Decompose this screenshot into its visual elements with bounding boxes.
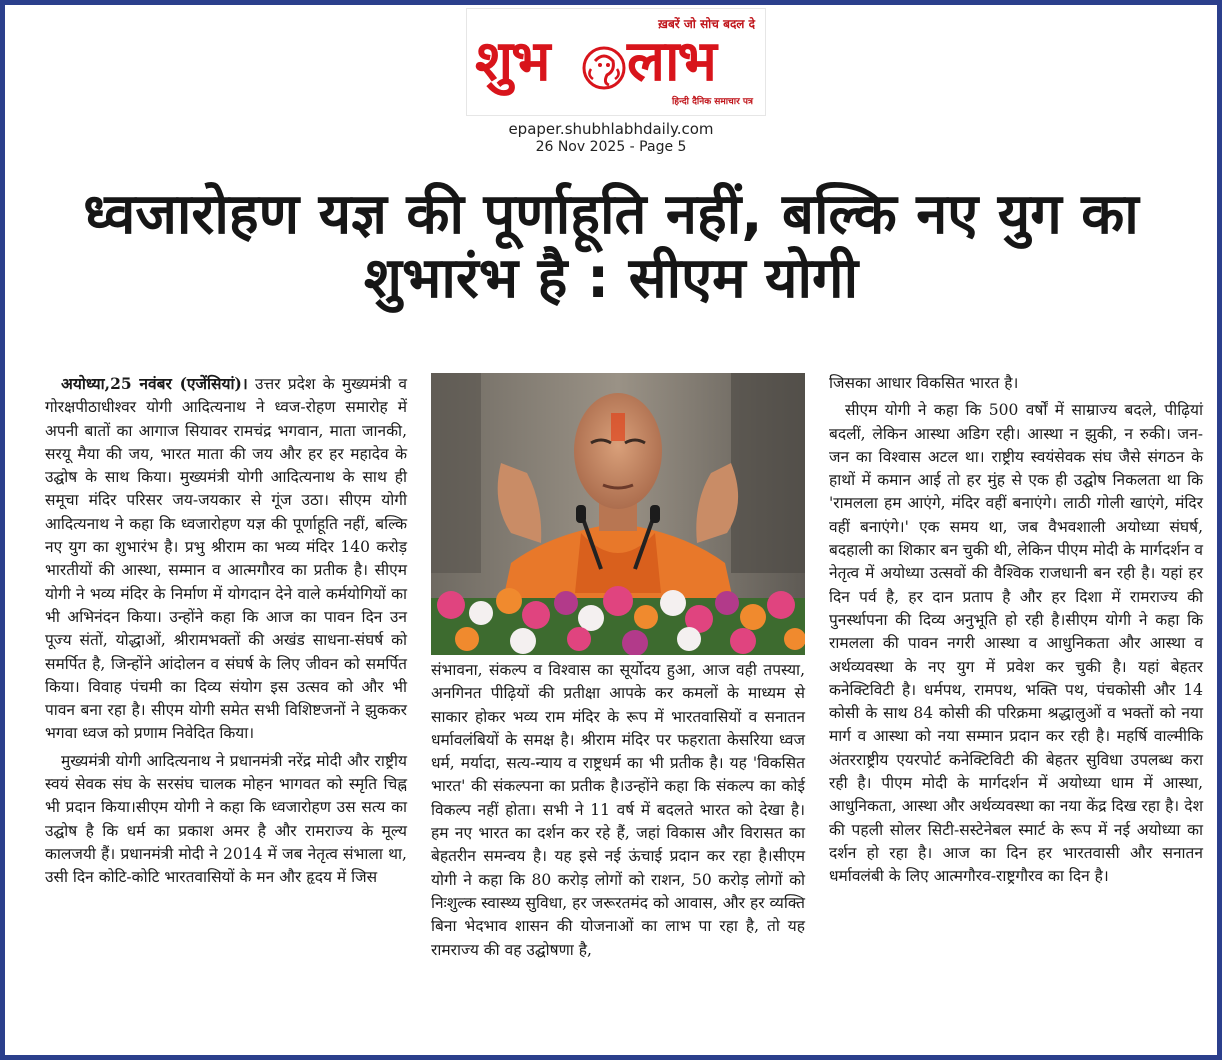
paragraph-text: उत्तर प्रदेश के मुख्यमंत्री व गोरक्षपीठाधीश्वर योगी आदित्यनाथ ने ध्वज-रोहण समारोह में अपनी बातों का आगाज सियावर रामचंद्र भगवान, माता जानकी, सरयू मैया की जय, भारत माता की जय और हर हर महादेव के उद्घोष के साथ किया। मुख्यमंत्री योगी आदित्यनाथ के साथ ही समूचा मंदिर परिसर जय-जयकार से गूंज उठा। सीएम योगी आदित्यनाथ ने कहा कि ध्वजारोहण यज्ञ की पूर्णाहूति नहीं, बल्कि नए युग का शुभारंभ है। प्रभु श्रीराम का भव्य मंदिर 140 करोड़ भारतीयों की आस्था, सम्मान व आत्मगौरव का प्रतीक है। सीएम योगी ने भव्य मंदिर के निर्माण में योगदान देने वाले कर्मयोगियों का भी अभिनंदन किया। उन्होंने कहा कि आज का पावन दिन उन पूज्य संतों, योद्धाओं, श्रीरामभक्तों की अखंड साधना-संघर्ष को समर्पित है, जिन्होंने आंदोलन व संघर्ष के लिए जीवन को समर्पित किया। विवाह पंचमी का दिव्य संयोग इस उत्सव को और भी पावन बना रहा है। सीएम योगी समेत सभी विशिष्टजनों ने झुककर भगवा ध्वज को प्रणाम निवेदित किया। (45, 375, 407, 743)
dateline: अयोध्या,25 नवंबर (एजेंसियां)। (61, 374, 248, 393)
article-column-2 (431, 659, 805, 966)
article-paragraph: संभावना, संकल्प व विश्वास का सूर्योदय हुआ, आज वही तपस्या, अनगिनत पीढ़ियों की प्रतीक्षा आपके कर कमलों के माध्यम से साकार होकर भव्य राम मंदिर के रूप में भारतवासियों व सनातन धर्मावलंबियों के समक्ष है। श्रीराम मंदिर पर फहराता केसरिया ध्वज धर्म, मर्यादा, सत्य-न्याय व राष्ट्रधर्म का भी प्रतीक है। यह 'विकसित भारत' की संकल्पना का प्रतीक है।उन्होंने कहा कि संकल्प का कोई विकल्प नहीं होता। सभी ने 11 वर्ष में बदलते भारत को देखा है। हम नए भारत का दर्शन कर रहे हैं, जहां विकास और विरासत का बेहतरीन समन्वय है। यह इसे नई ऊंचाई प्रदान कर रहा है।सीएम योगी ने कहा कि 80 करोड़ लोगों को राशन, 50 करोड़ लोगों को निःशुल्क स्वास्थ्य सुविधा, हर जरूरतमंद को आवास, और हर व्यक्ति बिना भेदभाव शासन की योजनाओं का लाभ पा रहा है, तो यह रामराज्य की वह उद्घोषणा है, (431, 661, 805, 959)
masthead-tagline: ख़बरें जो सोच बदल दे (658, 17, 755, 31)
newspaper-page (5, 5, 1217, 1055)
article-headline: ध्वजारोहण यज्ञ की पूर्णाहूति नहीं, बल्कि नए युग का शुभारंभ है : सीएम योगी (83, 182, 1139, 311)
masthead-logo[interactable] (466, 8, 766, 116)
edition-date-page: 26 Nov 2025 - Page 5 (535, 139, 687, 155)
article-column-1 (45, 372, 407, 894)
article-paragraph: जिसका आधार विकसित भारत है। (829, 374, 1019, 392)
ganesha-emblem-icon (581, 45, 627, 91)
article-photo (431, 373, 805, 655)
logo-text-labh: लाभ (627, 29, 715, 94)
masthead-subtag: हिन्दी दैनिक समाचार पत्र (671, 97, 753, 107)
article-paragraph: मुख्यमंत्री योगी आदित्यनाथ ने प्रधानमंत्री नरेंद्र मोदी और राष्ट्रीय स्वयं सेवक संघ के सरसंघ चालक मोहन भागवत को स्मृति चिह्न भी प्रदान किया।सीएम योगी ने कहा कि ध्वजारोहण उस सत्य का उद्घोष है कि धर्म का प्रकाश अमर है और रामराज्य के मूल्य कालजयी हैं। प्रधानमंत्री मोदी ने 2014 में जब नेतृत्व संभाला था, उसी दिन कोटि-कोटि भारतवासियों के मन और हृदय में जिस (45, 751, 407, 887)
article-paragraph: सीएम योगी ने कहा कि 500 वर्षों में साम्राज्य बदले, पीढ़ियां बदलीं, लेकिन आस्था अडिग रही। आस्था न झुकी, न रुकी। जन-जन का विश्वास अटल था। राष्ट्रीय स्वयंसेवक संघ जैसे संगठन के हाथों में कमान आई तो हर मुंह से एक ही उद्घोष निकलता था कि 'रामलला हम आएंगे, मंदिर वहीं बनाएंगे। लाठी गोली खाएंगे, मंदिर वहीं बनाएंगे।' एक समय था, जब वैभवशाली अयोध्या संघर्ष, बदहाली का शिकार बन चुकी थी, लेकिन पीएम मोदी के मार्गदर्शन व नेतृत्व में अयोध्या उत्सवों की वैश्विक राजधानी बन रही है। यहां हर दिन पर्व है, हर दान प्रताप है और हर दिशा में रामराज्य की पुनर्स्थापना की दिव्य अनुभूति हो रही है।सीएम योगी ने कहा कि रामलला की पावन नगरी आस्था व आधुनिकता और आस्था व अर्थव्यवस्था के नए युग में प्रवेश कर चुकी है। यहां बेहतर कनेक्टिविटी है। धर्मपथ, रामपथ, भक्ति पथ, पंचकोसी और 14 कोसी के साथ 84 कोसी की परिक्रमा श्रद्धालुओं व भक्तों को नया मार्ग व आस्था को नया सम्मान प्रदान कर रही है। महर्षि वाल्मीकि अंतरराष्ट्रीय एयरपोर्ट कनेक्टिविटी की बेहतर सुविधा उपलब्ध करा रही है। पीएम मोदी के मार्गदर्शन में अयोध्या धाम में आस्था, आधुनिकता, आस्था और अर्थव्यवस्था का नया केंद्र दिख रहा है। देश की पहली सोलर सिटी-सस्टेनेबल स्मार्ट के रूप में नई अयोध्या का दर्शन हो रहा है। आज का दिन हर भारतवासी और सनातन धर्मावलंबी के लिए आत्मगौरव-राष्ट्रगौरव का दिन है। (829, 401, 1203, 886)
article-column-3 (829, 372, 1203, 893)
article-paragraph (45, 372, 407, 746)
speaker-at-podium-photo (431, 373, 805, 655)
epaper-url[interactable]: epaper.shubhlabhdaily.com (508, 120, 714, 138)
logo-text-shubh: शुभ (475, 29, 549, 94)
